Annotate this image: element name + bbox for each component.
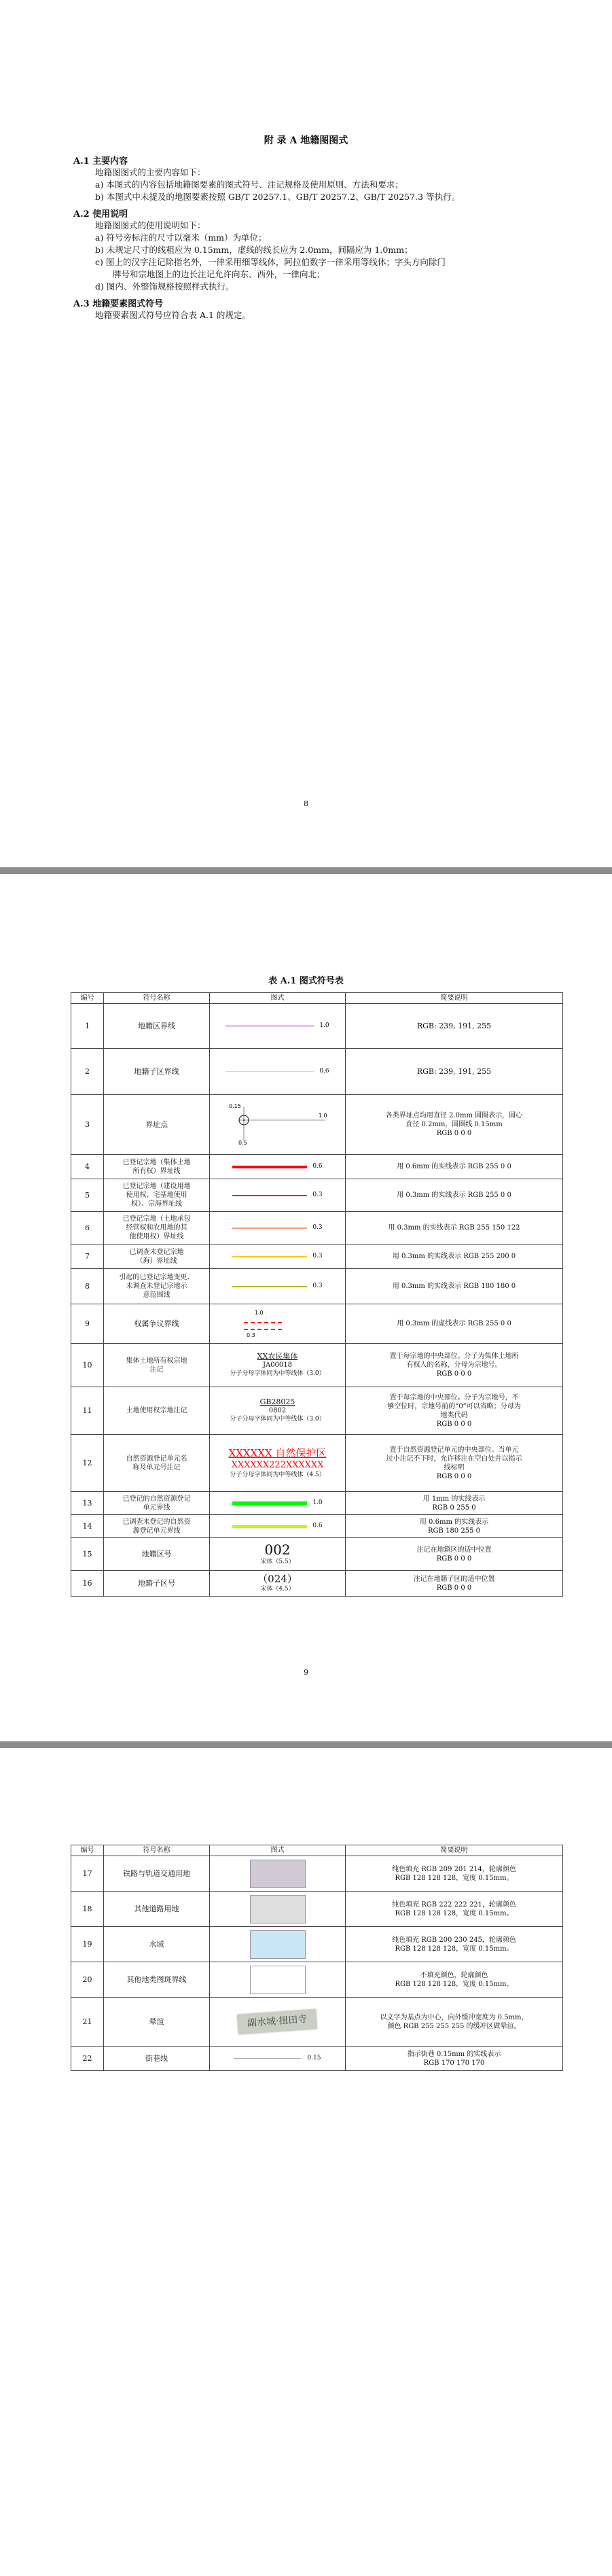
list-item: c) 图上的汉字注记除指名外，一律采用细等线体，阿拉伯数字一律采用等线体；字头方向除门 [95,257,446,267]
row-symbol [210,1344,346,1387]
row-symbol [210,1387,346,1435]
row-desc: RGB: 239, 191, 255 [346,1049,563,1095]
row-name [104,1269,210,1304]
desc-line: 用 1mm 的实线表示 [422,1495,486,1503]
table-header-row [71,1845,563,1856]
salmon-line-symbol [232,1228,307,1229]
blank-fill-swatch [250,1966,306,1994]
name-line: 源登记单元界线 [132,1527,181,1535]
denominator-text: 0802 [268,1407,287,1414]
desc-line: RGB 0 0 0 [436,1584,472,1592]
boundary-point-icon [223,1100,332,1147]
row-no: 18 [71,1892,104,1927]
font-note: 分子分母字体同为中等线体（3.0） [230,1370,325,1377]
row-symbol [210,1304,346,1344]
header-name: 符号名称 [104,993,210,1004]
name-line: 他使用权）界址线 [129,1233,184,1240]
dim-label-c: 0.5 [238,1140,247,1146]
railway-fill-swatch [250,1860,306,1888]
row-symbol [210,1435,346,1492]
zone-number-sample: 002 [264,1542,291,1558]
desc-line: RGB 180 255 0 [428,1527,480,1535]
desc-line: 地类代码 [440,1411,468,1419]
row-name [104,1344,210,1387]
row-no: 16 [71,1571,104,1597]
row-symbol [210,1892,346,1927]
document-page-3 [0,1748,612,2576]
row-symbol [210,1155,346,1179]
row-desc [346,1892,563,1927]
row-no: 3 [71,1095,104,1155]
dim-label-a: 1.0 [254,1310,264,1316]
row-symbol [210,1492,346,1515]
row-desc [346,1515,563,1538]
name-line: 意范围线 [143,1291,170,1299]
name-line: 未调查未登记宗地示 [126,1283,187,1290]
size-label: 1.0 [312,1499,323,1507]
table-row [71,1095,563,1155]
name-line: 集体土地所有权宗地 [126,1357,187,1365]
desc-line: 注记在地籍区的适中位置 [416,1546,492,1554]
size-label: 0.3 [312,1283,323,1290]
table-title: 表 A.1 图式符号表 [268,976,344,986]
desc-line: RGB 170 170 170 [423,2059,485,2067]
desc-line: 置于每宗地的中央部位。分子为集体土地所 [389,1353,519,1360]
desc-line: 各类界址点均用直径 2.0mm 圆圈表示，圆心 [385,1112,523,1119]
street-line-symbol [234,2058,302,2059]
document-page-1 [0,0,612,867]
desc-line: RGB 128 128 128，宽度 0.15mm。 [395,1980,514,1988]
table-row [71,2047,563,2071]
font-note: 分子分母字体同为中等线体（4.5） [230,1471,325,1478]
dispute-line-icon [237,1308,319,1338]
size-label: 0.3 [312,1191,323,1199]
table-row [71,1179,563,1212]
row-desc: 用 0.3mm 的实线表示 RGB 180 180 0 [346,1269,563,1304]
table-row [71,1004,563,1049]
row-symbol [210,1571,346,1597]
row-no: 19 [71,1927,104,1962]
olive-line-symbol [232,1286,307,1287]
row-no: 15 [71,1538,104,1571]
table-row [71,1387,563,1435]
row-desc: 用 0.3mm 的虚线表示 RGB 255 0 0 [346,1304,563,1344]
dim-label-b: 0.3 [246,1332,255,1338]
row-symbol [210,1269,346,1304]
table-row [71,1538,563,1571]
row-desc: 用 0.6mm 的实线表示 RGB 255 0 0 [346,1155,563,1179]
desc-line: 够空位时，宗地号前的“0”可以省略；分母为 [387,1402,521,1410]
row-name: 土地使用权宗地注记 [104,1387,210,1435]
red-thick-line-symbol [232,1166,307,1168]
row-name: 地籍区号 [104,1538,210,1571]
row-no: 8 [71,1269,104,1304]
row-name: 地籍子区界线 [104,1049,210,1095]
row-desc [346,1998,563,2047]
row-no: 4 [71,1155,104,1179]
row-symbol [210,1049,346,1095]
denominator-text: XXXXXX222XXXXXX [231,1459,324,1470]
list-item: d) 图内、外整饰规格按照样式执行。 [95,281,234,292]
desc-line: 纯色填充 RGB 209 201 214，轮廓颜色 [392,1865,516,1873]
name-line: 引起的已登记宗地变更、 [119,1274,194,1281]
size-label: 0.6 [312,1522,323,1530]
table-row [71,1269,563,1304]
header-desc: 简要说明 [346,993,563,1004]
table-row [71,1892,563,1927]
table-row [71,1856,563,1892]
row-desc [346,1962,563,1998]
numerator-text: GB28025 [259,1397,295,1406]
row-symbol [210,2047,346,2071]
table-header-row [71,993,563,1004]
list-item: a) 符号旁标注的尺寸以毫米（mm）为单位； [95,232,267,243]
desc-line: 用 0.6mm 的实线表示 [419,1518,489,1526]
row-desc: 用 0.3mm 的实线表示 RGB 255 150 122 [346,1212,563,1245]
row-name: 其他道路用地 [104,1892,210,1927]
row-name: 地籍区界线 [104,1004,210,1049]
green-line-symbol [232,1501,307,1505]
row-name [104,1492,210,1515]
name-line: 称及单元号注记 [132,1463,181,1472]
row-no: 2 [71,1049,104,1095]
list-item: a) 本图式的内容包括地籍图要素的图式符号、注记规格及使用原则、方法和要求； [95,179,403,190]
row-name [104,1212,210,1245]
row-symbol [210,1179,346,1212]
size-label: 0.6 [312,1163,323,1170]
size-label: 0.3 [312,1253,323,1260]
desc-line: 注记在地籍子区的适中位置 [413,1575,495,1583]
font-note: 宋体（4.5） [260,1586,295,1592]
row-desc [346,1492,563,1515]
table-row [71,1927,563,1962]
row-no: 5 [71,1179,104,1212]
row-no: 22 [71,2047,104,2071]
name-line: 注记 [149,1365,164,1374]
dim-label-b: 1.0 [318,1113,327,1119]
header-desc: 简要说明 [346,1845,563,1856]
size-label: 0.3 [312,1224,323,1232]
denominator-text: JA00018 [262,1361,293,1369]
section-heading-a3: A.3 地籍要素图式符号 [73,299,164,309]
name-line: 经营权和农用地的其 [126,1224,187,1232]
row-no: 14 [71,1515,104,1538]
header-no: 编号 [71,1845,104,1856]
symbol-table-continued [71,1845,563,2071]
size-label: 0.15 [307,2055,321,2062]
row-name [104,1179,210,1212]
row-name: 权属争议界线 [104,1304,210,1344]
orange-line-symbol [232,1256,307,1257]
name-line: （海）界址线 [136,1257,177,1265]
name-line: 单元界线 [143,1503,170,1512]
row-desc [346,1387,563,1435]
list-item-continuation: 牌号和宗地图上的边长注记允许向东、西外，一律向北； [113,269,325,279]
desc-line: RGB 0 0 0 [436,1554,472,1563]
row-name: 晕渲 [104,1998,210,2047]
header-no: 编号 [71,993,104,1004]
desc-line: RGB 0 0 0 [436,1420,472,1428]
desc-line: 有权人的名称，分母为宗地号。 [406,1361,502,1369]
desc-line: RGB 128 128 128，宽度 0.15mm。 [395,1909,514,1917]
row-desc [346,1344,563,1387]
row-name: 地籍子区号 [104,1571,210,1597]
paragraph: 地籍图图式的使用说明如下： [95,220,206,230]
row-desc [346,1571,563,1597]
row-desc [346,1856,563,1892]
page-number: 9 [304,1668,308,1677]
row-no: 1 [71,1004,104,1049]
list-item: b) 本图式中未提及的地图要素按照 GB/T 20257.1、GB/T 20257.2、GB/T 20257.3 等执行。 [95,192,460,202]
name-line: 权）、宗海界址线 [131,1200,182,1208]
desc-line: 指示街巷 0.15mm 的实线表示 [407,2050,501,2058]
row-desc: RGB: 239, 191, 255 [346,1004,563,1049]
table-row [71,1571,563,1597]
row-no: 11 [71,1387,104,1435]
name-line: 所有权）界址线 [132,1167,181,1175]
row-name [104,1245,210,1269]
row-no: 9 [71,1304,104,1344]
row-desc: 用 0.3mm 的实线表示 RGB 255 0 0 [346,1179,563,1212]
desc-line: RGB 128 128 128，宽度 0.15mm。 [395,1945,514,1953]
numerator-text: XX农民集体 [257,1352,298,1361]
symbol-table [71,992,563,1597]
row-name: 铁路与轨道交通用地 [104,1856,210,1892]
row-desc: 用 0.3mm 的实线表示 RGB 255 200 0 [346,1245,563,1269]
desc-line: 以文字为基点为中心，向外缓冲宽度为 0.5mm， [380,2013,528,2021]
row-symbol [210,1245,346,1269]
list-item: b) 未规定尺寸的线粗应为 0.15mm，虚线的线长应为 2.0mm，间隔应为 1.0mm； [95,245,413,255]
table-row [71,1962,563,1998]
font-note: 宋体（5.5） [260,1559,295,1565]
name-line: 已登记宗地（建设用地 [122,1183,191,1190]
row-symbol [210,1004,346,1049]
desc-line: 置于自然资源登记单元的中央部位。当单元 [389,1446,519,1454]
row-symbol [210,1927,346,1962]
header-name: 符号名称 [104,1845,210,1856]
row-symbol [210,1538,346,1571]
row-no: 12 [71,1435,104,1492]
row-symbol [210,1515,346,1538]
desc-line: 过小注记不下时，允许移注在空白处并以指示 [386,1455,522,1463]
desc-line: 不填充颜色，轮廓颜色 [420,1971,488,1979]
paragraph: 地籍图图式的主要内容如下： [95,167,206,177]
row-name: 界址点 [104,1095,210,1155]
row-symbol [210,1856,346,1892]
table-row [71,1435,563,1492]
appendix-title: 附 录 A 地籍图图式 [264,135,348,146]
name-line: 已调查未登记的自然资 [122,1518,191,1526]
name-line: 已登记的自然资源登记 [122,1495,191,1503]
name-line: 自然资源登记单元名 [126,1455,187,1463]
desc-line: 置于每宗地的中央部位。分子为宗地号，不 [389,1393,519,1402]
row-no: 21 [71,1998,104,2047]
desc-line: 纯色填充 RGB 200 230 245，轮廓颜色 [392,1936,516,1944]
table-row [71,1049,563,1095]
row-symbol [210,1962,346,1998]
header-icon: 图式 [210,993,346,1004]
section-heading-a1: A.1 主要内容 [73,156,128,167]
table-row [71,1212,563,1245]
row-symbol [210,1998,346,2047]
font-note: 分子分母字体同为中等线体（3.0） [230,1416,325,1423]
table-row [71,1245,563,1269]
row-name: 其他地类图斑界线 [104,1962,210,1998]
table-row [71,1998,563,2047]
desc-line: 纯色填充 RGB 222 222 221，轮廓颜色 [392,1900,516,1909]
table-row [71,1304,563,1344]
row-desc [346,1927,563,1962]
sub-boundary-line-symbol [226,1071,314,1072]
desc-line: 直径 0.2mm，圆圈线 0.15mm [406,1121,503,1128]
desc-line: RGB 0 0 0 [436,1472,472,1480]
red-line-symbol [232,1195,307,1196]
header-icon: 图式 [210,1845,346,1856]
row-name [104,1515,210,1538]
section-heading-a2: A.2 使用说明 [73,209,128,220]
row-symbol [210,1095,346,1155]
row-desc [346,1095,563,1155]
dim-label-a: 0.15 [228,1103,241,1109]
row-desc [346,1538,563,1571]
numerator-text: XXXXXX 自然保护区 [228,1446,327,1459]
lime-line-symbol [232,1525,307,1528]
row-symbol [210,1212,346,1245]
row-no: 10 [71,1344,104,1387]
name-line: 已登记宗地（集体土地 [122,1158,191,1166]
subzone-number-sample: （024） [257,1573,298,1585]
desc-line: RGB 0 0 0 [436,1370,472,1378]
row-no: 13 [71,1492,104,1515]
row-desc [346,2047,563,2071]
water-fill-swatch [250,1930,306,1959]
road-fill-swatch [250,1895,306,1924]
desc-line: 线标明 [444,1463,465,1472]
row-desc [346,1435,563,1492]
row-name [104,1435,210,1492]
table-row [71,1492,563,1515]
row-name: 水域 [104,1927,210,1962]
row-name [104,1155,210,1179]
halo-label-sample: 副水城·扭田寺 [237,2009,317,2034]
boundary-line-symbol [226,1025,314,1027]
table-row [71,1155,563,1179]
page-number: 8 [304,799,308,808]
paragraph: 地籍要素图式符号应符合表 A.1 的规定。 [95,310,251,320]
desc-line: RGB 128 128 128，宽度 0.15mm。 [395,1874,514,1882]
desc-line: RGB 0 255 0 [432,1503,476,1512]
desc-line: 颜色 RGB 255 255 255 的缓冲区做晕渲。 [387,2022,521,2030]
size-label: 0.6 [319,1068,329,1075]
row-no: 20 [71,1962,104,1998]
row-no: 7 [71,1245,104,1269]
size-label: 1.0 [319,1022,329,1030]
desc-line: RGB 0 0 0 [436,1130,472,1137]
table-row [71,1344,563,1387]
name-line: 使用权、宅基地使用 [126,1191,187,1199]
document-page-2 [0,874,612,1741]
table-row [71,1515,563,1538]
row-name: 街巷线 [104,2047,210,2071]
name-line: 已调查未登记宗地 [129,1248,184,1256]
name-line: 已登记宗地（土地承包 [122,1215,191,1223]
row-no: 17 [71,1856,104,1892]
row-no: 6 [71,1212,104,1245]
